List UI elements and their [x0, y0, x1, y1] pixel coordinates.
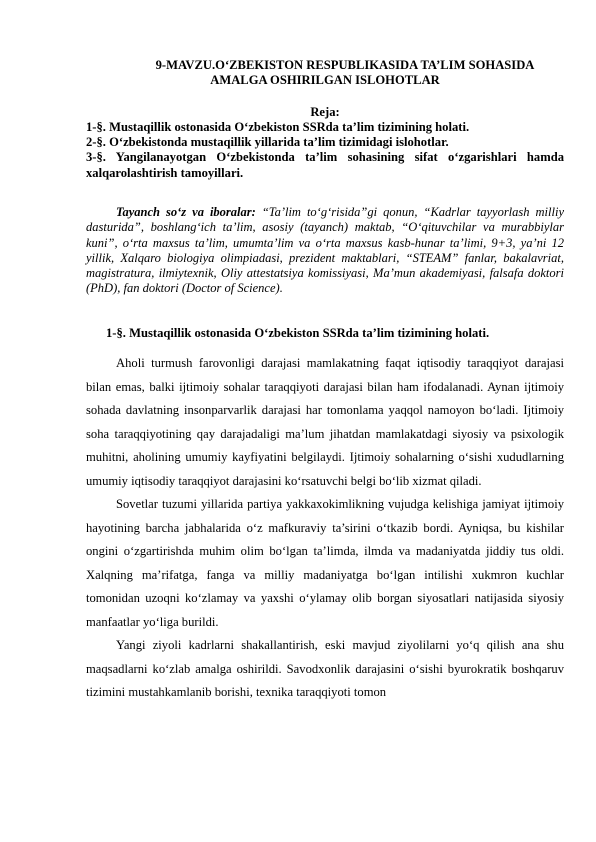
section-body	[86, 352, 564, 705]
plan-heading: Reja:	[310, 105, 340, 119]
keywords-paragraph	[86, 205, 564, 297]
plan-list	[86, 120, 564, 181]
body-paragraph-1: Aholi turmush farovonligi darajasi mamlakatning faqat iqtisodiy taraqqiyot darajasi bilan emas, balki ijtimoiy sohalar taraqqiyoti darajasi bilan ham ifodalanadi. Aynan ijtimoiy sohada davlatning insonparvarlik darajasi har tomonlama yaqqol namoyon bo‘ladi. Ijtimoiy soha taraqqiyotining qay darajadaligi ma’lum jihatdan mamlakatdagi siyosiy va psixologik muhitni, aholining umumiy kayfiyatini belgilaydi. Ijtimoiy sohalarning o‘sishi xududlarning umumiy iqtisodiy taraqqiyot darajasini ko‘rsatuvchi belgi bo‘lib xizmat qiladi.	[86, 356, 564, 488]
page-title	[86, 58, 564, 88]
plan-item-3: 3-§. Yangilanayotgan O‘zbekistonda ta’lim sohasining sifat o‘zgarishlari hamda xalqarolashtirish tamoyillari.	[86, 150, 564, 180]
section-heading: 1-§. Mustaqillik ostonasida O‘zbekiston SSRda ta’lim tizimining holati.	[106, 326, 490, 340]
body-paragraph-3: Yangi ziyoli kadrlarni shakallantirish, eski mavjud ziyolilarni yo‘q qilish ana shu maqsadlarni ko‘zlab amalga oshirildi. Savodxonlik darajasini o‘sishi byurokratik boshqaruv tizimini mustahkamlanib borishi, texnika taraqqiyoti tomon	[86, 638, 564, 699]
keywords-text: “Ta’lim to‘g‘risida”gi qonun, “Kadrlar tayyorlash milliy dasturida”, boshlang‘ich ta’lim, asosiy (tayanch) maktab, “O‘qituvchilar va murabbiylar kuni”, o‘rta maxsus ta’lim, umumta’lim va o‘rta maxsus kasb-hunar ta’limi, 9+3, ya’ni 12 yillik, Xalqaro biologiya olimpiadasi, prezident maktablari, “STEAM” fanlar, bakalavriat, magistratura, ilmiytexnik, Oliy attestatsiya komissiyasi, Ma’mun akademiyasi, falsafa doktori (PhD), fan doktori (Doctor of Science).	[86, 205, 564, 296]
title-line-2: AMALGA OSHIRILGAN ISLOHOTLAR	[210, 73, 440, 87]
body-paragraph-2: Sovetlar tuzumi yillarida partiya yakkaxokimlikning vujudga kelishiga jamiyat ijtimoiy hayotining barcha jabhalarida o‘z mafkuraviy ta’sirini o‘tkazib bordi. Ayniqsa, bu kishilar ongini o‘zgartirishda muhim olim bo‘lgan ta’limda, ilmda va madaniyatda jiddiy tus oldi. Xalqning ma’rifatga, fanga va milliy madaniyatga bo‘lgan intilishi xukmron kuchlar tomonidan uzoqni ko‘zlamay va yaxshi o‘ylamay olib borgan siyosatlari natijasida siyosiy manfaatlar yo‘liga burildi.	[86, 497, 564, 629]
plan-item-2: 2-§. O‘zbekistonda mustaqillik yillarida ta’lim tizimidagi islohotlar.	[86, 135, 449, 150]
title-line-1: 9-MAVZU.O‘ZBEKISTON RESPUBLIKASIDA TA’LIM SOHASIDA	[155, 58, 535, 72]
plan-item-1: 1-§. Mustaqillik ostonasida O‘zbekiston SSRda ta’lim tizimining holati.	[86, 120, 470, 134]
keywords-label: Tayanch so‘z va iboralar:	[116, 205, 256, 219]
